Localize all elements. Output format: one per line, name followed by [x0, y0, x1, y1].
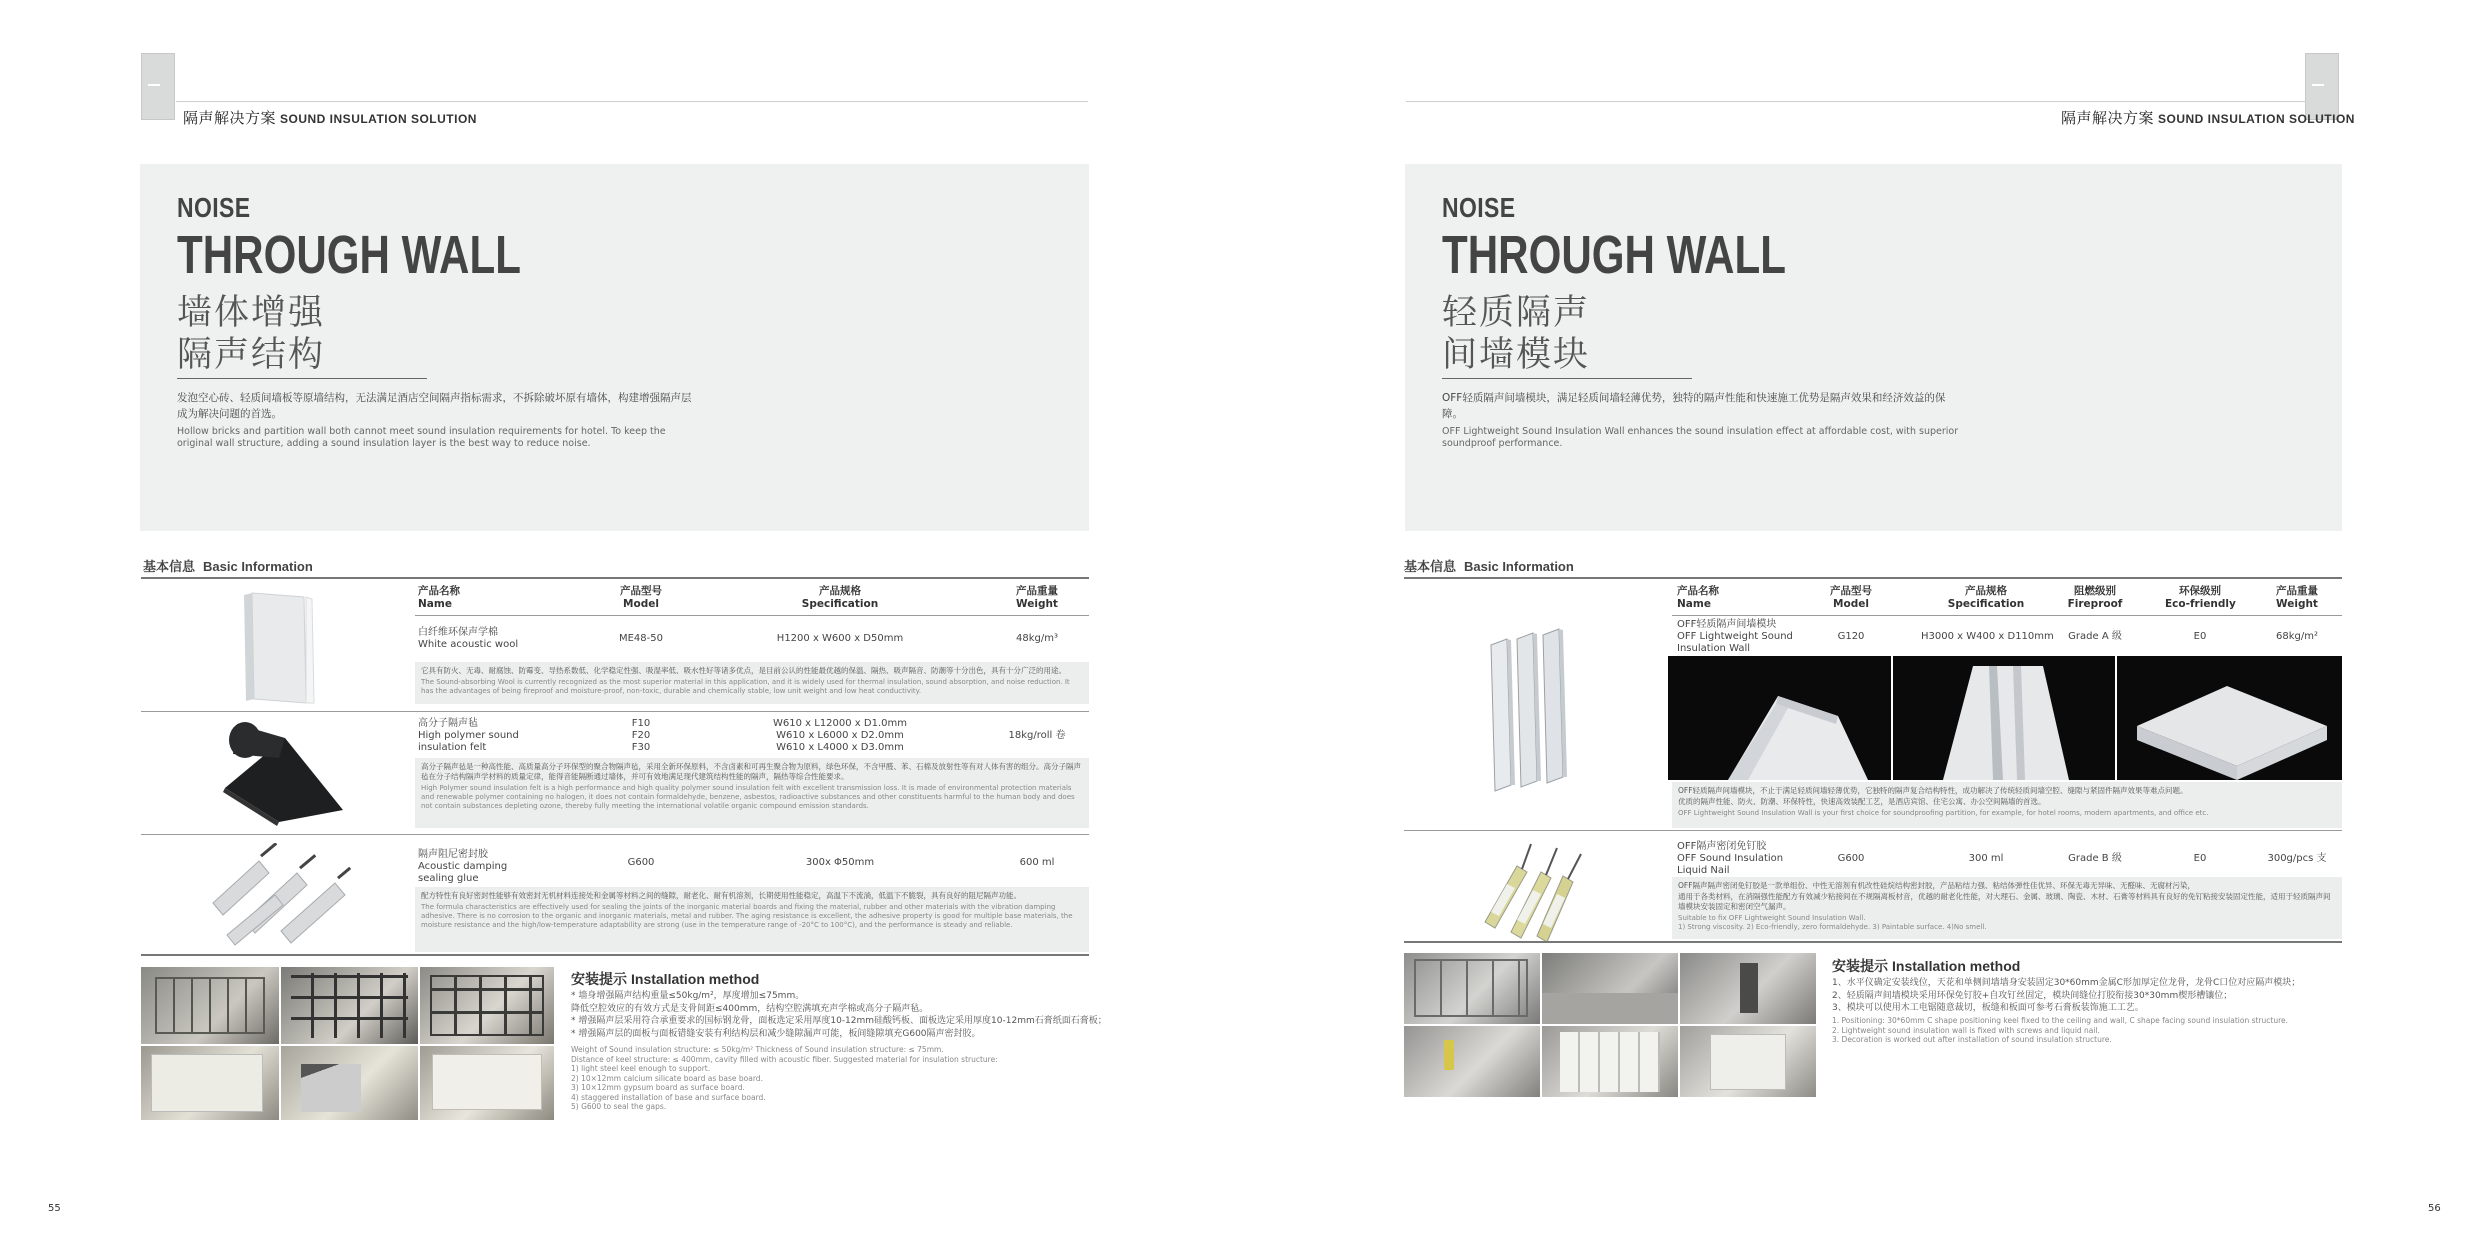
- product-note-en: The Sound-absorbing Wool is currently recognized as the most superior material in this application, and it is widely used for thermal insulation, sound absorption, and noise reduction. It has the advantages of being fireproof and moisture-proof, non-toxic, durable and chemically stable, low unit weight and low heat conductivity.: [421, 678, 1070, 695]
- row-rule: [141, 711, 1089, 712]
- basic-info-label-en: Basic Information: [1464, 559, 1574, 574]
- hero-cn-title-line: 隔声结构: [177, 335, 326, 375]
- white-acoustic-wool-image: [230, 585, 350, 710]
- installation-photo: [1680, 953, 1816, 1024]
- wall-module-image: [1481, 625, 1591, 795]
- module-detail-photo: [2117, 656, 2342, 780]
- product-spec: W610 x L4000 x D3.0mm: [776, 742, 904, 753]
- hero-eyebrow: NOISE: [177, 192, 251, 223]
- product-note-cn: 高分子隔声毡是一种高性能、高质量高分子环保型的聚合物隔声毡，采用全新环保原料，不含卤素和可再生聚合物为原料，绿色环保，不含甲醛、苯、石棉及放射性等有对人体有害的组分。高分子隔声毡在分子结构隔声学材料的质量定律，能得音能隔断通过墙体，并可有效地满足现代建筑结构性能的隔声，隔热等综合性能要求。: [421, 762, 1081, 781]
- basic-info-label-en: Basic Information: [203, 559, 313, 574]
- table-top-rule: [141, 577, 1089, 579]
- installation-photo: [281, 967, 418, 1044]
- product-spec: H3000 x W400 x D110mm: [1921, 631, 2054, 642]
- product-model: G600: [1837, 853, 1865, 864]
- header-row-rule: [415, 615, 1089, 616]
- product-model: F30: [631, 742, 651, 753]
- hero-title: THROUGH WALL: [1442, 225, 1786, 285]
- installation-photo: [1542, 953, 1678, 1024]
- installation-title-cn: 安装提示: [571, 972, 627, 988]
- installation-photo: [281, 1046, 418, 1120]
- product-note-en: The formula characteristics are effectively used for sealing the joints of the inorganic material boards and fixing the material, rubber and other materials with the vibration damping adhesive. There is no corrosion to the organic and inorganic materials, metal and rubber. The aging resistance is excellent, the adhesive property is good for multiple base materials, the moisture resistance and the high/low-temperature adaptability are strong (use in the temperature range of -20°C to 100°C), and the performance is steady and reliable.: [421, 903, 1073, 929]
- basic-info-label-cn: 基本信息: [143, 560, 196, 575]
- hero-cn-description: 发泡空心砖、轻质间墙板等原墙结构，无法满足酒店空间隔声指标需求，不拆除破坏原有墙体，构建增强隔声层成为解决问题的首选。: [177, 392, 692, 420]
- installation-cn-text: * 墙身增强隔声结构重量≤50kg/m²，厚度增加≤75mm。 降低空腔效应的有效方式是支骨间距≤400mm，结构空腔满填充声学棉或高分子隔声毡。 * 增强隔声层采用符合承重要求的国标钢龙骨，面板选定采用厚度10-12mm硅酸钙板、面板选定采用厚度10-12mm石膏纸面石膏板； * 增强隔声层的面板与面板错缝安装有利结构层和减少缝隙漏声可能，板间缝隙填充G600隔声密封胶。: [571, 991, 1107, 1039]
- hero-rule: [177, 378, 427, 379]
- module-detail-photo: [1668, 656, 1891, 780]
- product-model: F10: [631, 718, 651, 729]
- product-note-en: Suitable to fix OFF Lightweight Sound Insulation Wall.: [1678, 914, 1866, 922]
- hero-cn-title: [177, 292, 325, 376]
- product-note-cn: 它具有防火、无毒、耐腐蚀、防霉变、导热系数低、化学稳定性强、吸湿率低、吸水性好等诸多优点，是目前公认的性能最优越的保温、隔热、吸声隔音、防潮等十分出色，具有十分广泛的用途。: [421, 666, 1066, 675]
- hero-cn-title-line: 间墙模块: [1442, 335, 1591, 375]
- row-rule: [141, 834, 1089, 835]
- hero-en-description: Hollow bricks and partition wall both cannot meet sound insulation requirements for hotel. To keep the original wall structure, adding a sound insulation layer is the best way to reduce noise.: [177, 426, 666, 449]
- header-row-rule: [1672, 615, 2342, 616]
- product-model: G600: [627, 857, 655, 868]
- installation-title-en: Installation method: [631, 971, 760, 987]
- installation-photo: [1404, 953, 1540, 1024]
- page-number: 55: [48, 1203, 61, 1214]
- header-rule: [176, 101, 1088, 102]
- product-model: ME48-50: [618, 633, 663, 644]
- left-page: [0, 0, 1240, 1253]
- product-spec: W610 x L6000 x D2.0mm: [776, 730, 904, 741]
- installation-photo: [141, 967, 279, 1044]
- product-name-cn: 高分子隔声毡: [418, 718, 478, 729]
- basic-info-label: [143, 556, 313, 575]
- product-note: [1672, 782, 2342, 828]
- product-spec: W610 x L12000 x D1.0mm: [773, 718, 907, 729]
- hero-panel: [140, 164, 1089, 531]
- product-note-cn: OFF隔声隔声密闭免钉胶是一款单组份、中性无溶剂有机改性硅烷结构密封胶，产品粘结力强、粘结体弹性佳优异、环保无毒无异味、无醛味、无腐材污染，: [1678, 881, 2196, 890]
- product-note-cn: 配方特性有良好密封性能够有效密封无机材料连接处和金属等材料之间的缝隙，耐老化、耐有机溶剂，长期使用性能稳定，高温下不流淌，低温下不脆裂，具有良好的阻尼隔声功能。: [421, 891, 1021, 900]
- installation-title-en: Installation method: [1892, 958, 2021, 974]
- hero-title: THROUGH WALL: [177, 225, 521, 285]
- row-rule: [1404, 830, 2342, 831]
- product-note-en: High Polymer sound insulation felt is a high performance and high quality polymer sound insulation felt with excellent transmission loss. It is made of environmental protection materials and renewable polymer containing no halogen, it does not contain formaldehyde, benzene, asbestos, radioactive substances and other constituents harmful to the human body and does not contain substances depleting ozone, thereby fully meeting the international volatile organic compound emission standards.: [421, 784, 1075, 810]
- header-title: [2061, 107, 2355, 128]
- header-rule: [1406, 101, 2306, 102]
- column-header-eco: 环保级别 Eco-friendly: [2165, 585, 2236, 610]
- table-top-rule: [1404, 577, 2342, 579]
- basic-info-label: [1404, 556, 1574, 575]
- product-name-en: insulation felt: [418, 742, 487, 753]
- hero-cn-title: [1442, 292, 1590, 376]
- product-model: F20: [631, 730, 651, 741]
- header-title-en: SOUND INSULATION SOLUTION: [280, 112, 477, 126]
- hero-en-description: OFF Lightweight Sound Insulation Wall enhances the sound insulation effect at affordable cost, with superior soundproof performance.: [1442, 426, 1959, 449]
- product-model: G120: [1837, 631, 1865, 642]
- installation-photo: [420, 967, 554, 1044]
- product-fireproof: Grade A 级: [2068, 631, 2122, 642]
- product-weight: 48kg/m³: [1016, 633, 1058, 644]
- product-fireproof: Grade B 级: [2068, 853, 2122, 864]
- product-name-en: Acoustic damping: [418, 861, 508, 872]
- product-note: [1672, 877, 2342, 939]
- table-bottom-rule: [1404, 941, 2342, 943]
- installation-photo: [141, 1046, 279, 1120]
- product-spec: 300x Φ50mm: [805, 857, 875, 868]
- installation-title-cn: 安装提示: [1832, 959, 1888, 975]
- product-weight: 18kg/roll 卷: [1008, 730, 1066, 741]
- hero-rule: [1442, 378, 1692, 379]
- installation-photo: [1542, 1026, 1678, 1097]
- right-page: [1241, 0, 2481, 1253]
- product-name-cn: 隔声阻尼密封胶: [418, 849, 488, 860]
- column-header-fireproof: 阻燃级别 Fireproof: [2067, 585, 2123, 610]
- page-number: 56: [2428, 1203, 2441, 1214]
- product-name-en: OFF Sound Insulation: [1677, 853, 1784, 864]
- hero-cn-title-line: 轻质隔声: [1442, 293, 1591, 333]
- column-header-weight: 产品重量 Weight: [2276, 585, 2318, 610]
- product-eco: E0: [2193, 853, 2207, 864]
- installation-cn-text: 1、水平仪确定安装线位，天花和单侧间墙墙身安装固定30*60mm金属C形加厚定位龙骨，龙骨C口位对应隔声模块； 2、轻质隔声间墙模块采用环保免钉胶+自攻钉丝固定，模块间缝位打胶衔接30*30mm楔形槽镶位； 3、模块可以使用木工电锯随意裁切，板缝和板面可参考石膏板装饰施工工艺。: [1832, 978, 2301, 1013]
- product-spec: 300 ml: [1968, 853, 2004, 864]
- product-name-en: High polymer sound: [418, 730, 519, 741]
- product-note-en: OFF Lightweight Sound Insulation Wall is your first choice for soundproofing partition, for example, for hotel rooms, modern apartments, and office etc.: [1678, 809, 2209, 817]
- header-title: [183, 107, 477, 128]
- header-title-en: SOUND INSULATION SOLUTION: [2158, 112, 2355, 126]
- product-name-cn: OFF隔声密闭免钉胶: [1677, 841, 1767, 852]
- product-weight: 600 ml: [1019, 857, 1055, 868]
- column-header-model: 产品型号 Model: [620, 585, 662, 610]
- product-note-cn: OFF轻质隔声间墙模块，不止于满足轻质间墙轻薄优势，它独特的隔声复合结构特性，成功解决了传统轻质间墙空腔、缝隙与紧固件隔声效果等难点问题。: [1678, 786, 2188, 795]
- column-header-spec: 产品规格 Specification: [801, 585, 879, 610]
- installation-photo: [1404, 1026, 1540, 1097]
- product-spec: H1200 x W600 x D50mm: [776, 633, 904, 644]
- liquid-nail-image: [1471, 836, 1596, 946]
- polymer-felt-image: [215, 718, 350, 828]
- column-header-weight: 产品重量 Weight: [1016, 585, 1058, 610]
- hero-cn-description: OFF轻质隔声间墙模块，满足轻质间墙轻薄优势，独特的隔声性能和快速施工优势是隔声效果和经济效益的保障。: [1442, 392, 1946, 420]
- product-eco: E0: [2193, 631, 2207, 642]
- hero-eyebrow: NOISE: [1442, 192, 1516, 223]
- table-bottom-rule: [141, 954, 1089, 956]
- product-note: [415, 887, 1089, 952]
- module-detail-photo: [1893, 656, 2115, 780]
- product-name-en: sealing glue: [418, 873, 479, 884]
- product-note-en: 1) Strong viscosity. 2) Eco-friendly, zero formaldehyde. 3) Paintable surface. 4)No smell.: [1678, 923, 1987, 931]
- product-weight: 68kg/m²: [2276, 631, 2318, 642]
- hero-panel: [1405, 164, 2342, 531]
- product-note-cn: 优质的隔声性能、防火、防潮、环保特性，快速高效装配工艺，是酒店宾馆、住宅公寓、办公空间隔墙的首选。: [1678, 797, 2046, 806]
- product-note: [415, 662, 1089, 704]
- product-note: [415, 758, 1089, 828]
- product-name-en: Liquid Nail: [1677, 865, 1730, 876]
- hero-cn-title-line: 墙体增强: [177, 293, 326, 333]
- product-name-cn: OFF轻质隔声间墙模块: [1677, 619, 1777, 630]
- installation-photo: [420, 1046, 554, 1120]
- installation-method-title: [1832, 956, 2020, 976]
- column-header-name: 产品名称 Name: [418, 585, 460, 610]
- installation-method-title: [571, 969, 759, 989]
- page-tab-marker: [141, 53, 175, 120]
- product-name-cn: 白纤维环保声学棉: [418, 627, 498, 638]
- installation-photo: [1680, 1026, 1816, 1097]
- product-name-en: White acoustic wool: [418, 639, 519, 650]
- sealing-glue-image: [205, 843, 355, 948]
- installation-en-text: 1. Positioning: 30*60mm C shape positioning keel fixed to the ceiling and wall, C shape facing sound insulation structure. 2. Lightweight sound insulation wall is fixed with screws and liquid nail. 3. Decoration is worked out after installation of sound insulation structure.: [1832, 1016, 2288, 1044]
- product-name-en: Insulation Wall: [1677, 643, 1751, 654]
- header-title-cn: 隔声解决方案: [2061, 109, 2155, 127]
- product-name-en: OFF Lightweight Sound: [1677, 631, 1793, 642]
- header-title-cn: 隔声解决方案: [183, 109, 277, 127]
- column-header-model: 产品型号 Model: [1830, 585, 1872, 610]
- column-header-name: 产品名称 Name: [1677, 585, 1719, 610]
- product-weight: 300g/pcs 支: [2267, 853, 2327, 864]
- basic-info-label-cn: 基本信息: [1404, 560, 1457, 575]
- installation-en-text: Weight of Sound insulation structure: ≤ 50kg/m² Thickness of Sound insulation structure: ≤ 75mm. Distance of keel structure: ≤ 400mm, cavity filled with acoustic fiber. Suggested material for insulation structure: 1) light steel keel enough to support. 2) 10×12mm calcium silicate board as base board. 3) 10×12mm gypsum board as surface board. 4) staggered installation of base and surface board. 5) G600 to seal the gaps.: [571, 1045, 998, 1111]
- product-note-cn: 通用于各类材料，在消隔强性能配方有效减少粘接间在不规隔离板材音，优越的耐老化性能，对大理石、金属、玻璃、陶瓷、木材、石膏等材料具有良好的免钉粘接安装固定性能，适用于轻质隔声间墙模块安装固定和密闭空气漏声。: [1678, 892, 2331, 911]
- column-header-spec: 产品规格 Specification: [1947, 585, 2025, 610]
